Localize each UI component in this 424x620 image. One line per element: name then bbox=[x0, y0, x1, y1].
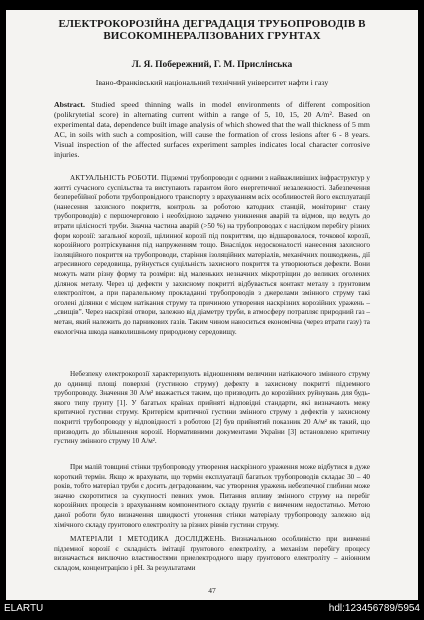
paragraph-text: Підземні трубопроводи є одними з найважливіших інфраструктур у житті сучасного суспільства та виступають гарантом його енергетичної незалежності. Забезпечення безперебійної роботи трубопровідного транспорту з врахуванням всіх особливостей його експлуатації (нанесення захисного покриття, контроль за роботою катодних станцій, моніторинг стану трубопроводів) є першочерговою і необхідною задачею уникнення аварій та відмов, що ведуть до втрати цілісності труби. Значна частина аварій (>50 %) на трубопроводах є наслідком перебігу різних форм корозії: загальної корозії, щілинної корозії під покриттям, що відшаровалося, точкової корозії, корозійного розтріскування під напруженням тощо. Внаслідок недосконалості нанесення захисного ізоляційного покриття на трубопроводи, старіння ізоляційних матеріалів, механічних пошкоджень, дії агресивного середовища, руйнується суцільність захисного покриття та утворюються дефекти. Вони можуть мати різну форму та розміри: від маленьких незначних мікротріщин до великих оголених ділянок металу. Через ці дефекти у захисному покритті відбувається контакт металу з ґрунтовим електролітом, а при паралельному прокладанні трубопроводів з джерелами змінного струму такі оголені ділянки є місцем натікання струму та причиною утворення наскрізних корозійних уражень – „свищів”. Через наскрізні отвори, залежно від діаметру труби, в атмосферу потрапляє природний газ – метан, який належить до парникових газів. Таким чином наноситься економічна (через втрати газу) та екологічна шкода навколишньому природному середовищу. bbox=[54, 174, 370, 336]
paper-page bbox=[6, 10, 418, 600]
affiliation: Івано-Франківський національний технічний університет нафти і газу bbox=[95, 78, 329, 87]
paragraph-text: Небезпеку електрокорозії характеризують відношенням величини натікаючого змінного струму до одиниці площі поверхні (густиною струму) дефекту в захисному покритті підземного трубопроводу. Значення 30 А/м² вважається таким, що призводить до корозійних руйнувань для будь-якого типу ґрунту [1]. У багатьох країнах прийняті відповідні стандарти, які визначають межу критичної густини струму. Критерієм критичної густини змінного струму з дефектів у захисному покритті трубопроводу у відповідності з роботою [2] був прийнятий показник 20 А/м² як такий, що призводить до збільшення корозії. Нормативними документами України [3] встановлено критичну густину змінного струму 10 А/м². bbox=[54, 370, 370, 446]
paragraph-methods bbox=[54, 535, 370, 573]
authors: Л. Я. Побережний, Г. М. Прислінська bbox=[131, 60, 293, 70]
paragraph-text: При малій товщині стінки трубопроводу утворення наскрізного ураження може відбутися в дуже короткий термін. Якщо ж врахувати, що термін експлуатації багатьох трубопроводів складає 30 – 40 років, тобто матеріал труби є досить деградованим, час утворення уражень небезпечної глибини може значно скоротитися за сукупності певних умов. Питання впливу змінного струму на перебіг корозійних процесів з врахуванням компонентного складу ґрунтів є вивченим недостатньо. Метою даної роботи було визначення швидкості утонення стінки матеріалу трубопроводу залежно від хімічного складу ґрунтового електроліту за різних рівнів густини струму. bbox=[54, 463, 370, 529]
paragraph-danger bbox=[54, 370, 370, 447]
paper-title bbox=[26, 18, 398, 42]
abstract-lead: Abstract. bbox=[54, 100, 85, 109]
paragraph-relevance bbox=[54, 174, 370, 337]
abstract bbox=[54, 100, 370, 160]
paragraph-text: Визначальною особливістю при вивченні підземної корозії є складність імітації ґрунтового електроліту, а механізм перебігу процесу визначається виключно властивостями приелектродного шару ґрунтового електроліту – аніонним складом, концентрацією і pH. За результатами bbox=[54, 535, 370, 572]
title-line-1: ЕЛЕКТРОКОРОЗІЙНА ДЕГРАДАЦІЯ ТРУБОПРОВОДІВ В bbox=[58, 18, 366, 30]
title-line-2: ВИСОКОМІНЕРАЛІЗОВАНИХ ГРУНТАХ bbox=[103, 30, 321, 42]
section-heading-methods: МАТЕРІАЛИ І МЕТОДИКА ДОСЛІДЖЕНЬ. bbox=[70, 535, 226, 543]
paragraph-thickness bbox=[54, 463, 370, 530]
handle-identifier: hdl:123456789/5954 bbox=[328, 603, 420, 614]
repository-label: ELARTU bbox=[4, 603, 44, 614]
section-heading-relevance: АКТУАЛЬНІСТЬ РОБОТИ. bbox=[70, 174, 160, 182]
abstract-text: Studied speed thinning walls in model environments of different composition (polikrytetial score) in alternating current within a range of 5, 10, 15, 20 A/m². Based on experimental data, dependence built image analysis of which showed that the wall thickness of 5 mm AC, in soils with such a composition, will cause the formation of cross lesions after 6 - 8 years. Visual inspection of the affected surfaces experiment samples indicates local character corrosive injuries. bbox=[54, 100, 371, 159]
page-number: 47 bbox=[208, 586, 216, 595]
